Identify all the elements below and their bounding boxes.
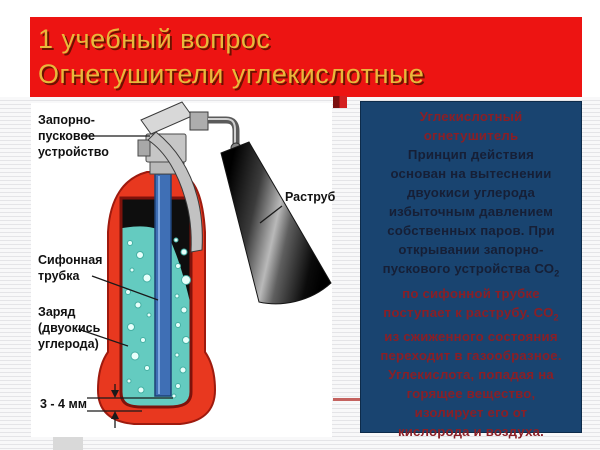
infobox-line: огнетушитель [423, 128, 519, 143]
infobox-line: из сжиженного состояния [384, 329, 558, 345]
infobox-line: горящее вещество, [406, 386, 536, 402]
infobox-line: двуокиси углерода [406, 185, 536, 200]
label-charge: Заряд (двуокись углерода) [38, 305, 101, 351]
infobox-line: изолирует его от [414, 405, 528, 421]
infobox-line: Принцип действия [407, 147, 535, 162]
title-line-2: Огнетушители углекислотные [38, 59, 425, 89]
infobox-line: собственных паров. При [387, 223, 555, 238]
info-box [360, 101, 582, 440]
siphon-tube [155, 174, 171, 396]
infobox-line: по сифонной трубке [402, 285, 540, 301]
infobox-line: пускового устройства $СО_2$ [382, 261, 560, 279]
infobox-line: переходит в газообразное. [380, 348, 562, 364]
label-siphon-tube: Сифонная трубка [38, 253, 103, 283]
label-valve-device: Запорно- пусковое устройство [38, 113, 109, 159]
infobox-line: кислорода и воздуха. [397, 424, 545, 440]
label-gap-size: 3 - 4 мм [40, 397, 87, 411]
horn-cone [221, 142, 331, 304]
infobox-line: открывании запорно- [398, 242, 544, 257]
infobox-line: Углекислотный [419, 109, 523, 124]
infobox-line: избыточным давлением [388, 204, 554, 219]
outlet-fitting [190, 112, 208, 130]
title-line-1: 1 учебный вопрос [38, 24, 271, 54]
label-horn: Раструб [285, 190, 336, 204]
infobox-line: основан на вытеснении [390, 166, 552, 181]
infobox-line: поступает к раструбу. $СО_2$ [383, 304, 559, 323]
valve-lever [141, 102, 192, 134]
outlet-pipe [208, 120, 236, 146]
infobox-line: Углекислота, попадая на [388, 367, 554, 383]
